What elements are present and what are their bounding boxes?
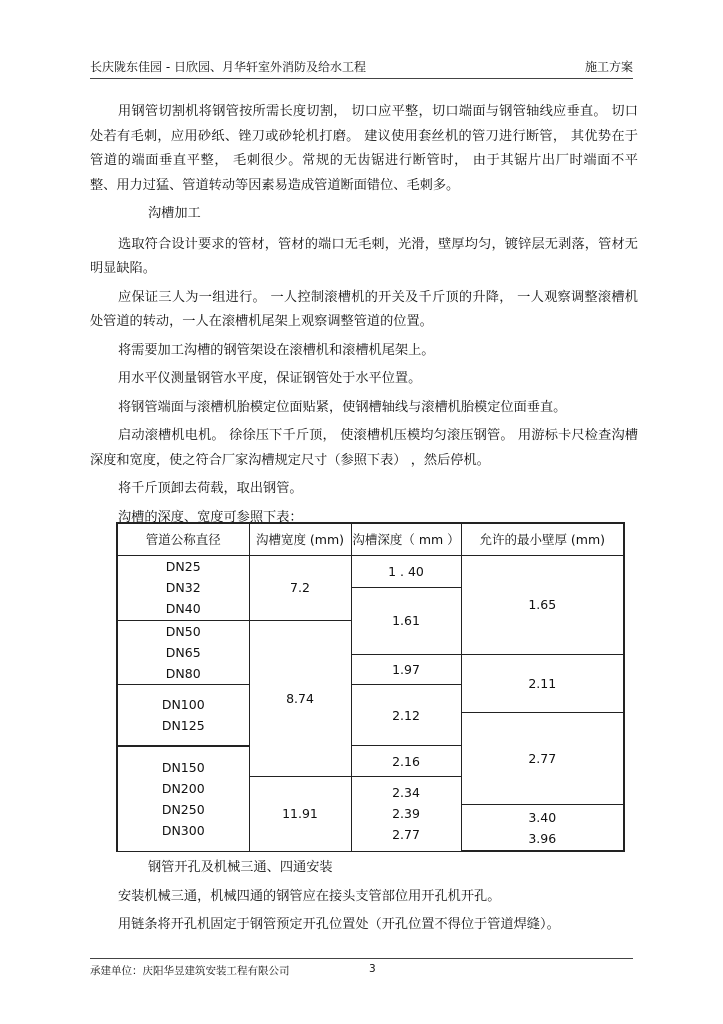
paragraph-unload: 将千斤顶卸去荷载，取出钢管。	[118, 481, 303, 496]
depth-2-16: 2.16	[351, 746, 461, 777]
thickness-3-96: 3.96	[528, 830, 557, 846]
thickness-2-11: 2.11	[461, 654, 624, 712]
depth-2-39: 2.39	[392, 806, 420, 822]
dn-group-25-40	[117, 555, 249, 620]
depth-1-97: 1.97	[351, 654, 461, 684]
depth-1-40: 1 . 40	[351, 555, 461, 587]
body-text-after-table	[90, 856, 638, 942]
depth-2-34: 2.34	[392, 785, 420, 801]
dn-40: DN40	[165, 601, 201, 617]
width-8-74: 8.74	[249, 620, 351, 776]
section-heading-groove: 沟槽加工	[148, 206, 201, 221]
paragraph-material: 选取符合设计要求的管材，管材的端口无毛刺，光滑，壁厚均匀，镀锌层无剥落，管材无明显缺陷。	[90, 236, 638, 276]
dn-150: DN150	[161, 759, 205, 775]
thickness-1-65: 1.65	[461, 555, 624, 654]
dn-group-50-80	[117, 620, 249, 684]
dn-25: DN25	[165, 559, 201, 575]
depth-2-77: 2.77	[392, 827, 420, 843]
header-nominal-diameter: 管道公称直径	[117, 523, 249, 555]
dn-50: DN50	[165, 623, 201, 639]
header-divider	[90, 78, 633, 79]
paragraph-align: 将钢管端面与滚槽机胎模定位面贴紧，使钢槽轴线与滚槽机胎模定位面垂直。	[118, 399, 567, 415]
paragraph-team: 应保证三人为一组进行。 一人控制滚槽机的开关及千斤顶的升降， 一人观察调整滚槽机处管道的转动，一人在滚槽机尾架上观察调整管道的位置。	[90, 289, 638, 329]
page-header	[90, 58, 633, 78]
dn-125: DN125	[161, 717, 205, 733]
paragraph-start: 启动滚槽机电机。 徐徐压下千斤顶， 使滚槽机压模均匀滚压钢管。 用游标卡尺检查沟槽深度和宽度，使之符合厂家沟槽规定尺寸（参照下表） ，然后停机。	[90, 428, 638, 468]
dn-200: DN200	[161, 780, 205, 796]
groove-spec-table	[116, 522, 625, 852]
dn-80: DN80	[165, 665, 201, 681]
depth-2-12: 2.12	[351, 684, 461, 745]
dn-group-150-300	[117, 746, 249, 851]
depth-group-200-300	[351, 777, 461, 851]
thickness-group-250-300	[461, 805, 624, 851]
paragraph-level: 用水平仪测量钢管水平度，保证钢管处于水平位置。	[118, 371, 422, 386]
paragraph-drill-fix: 用链条将开孔机固定于钢管预定开孔位置处（开孔位置不得位于管道焊缝）。	[118, 917, 560, 932]
width-11-91: 11.91	[249, 777, 351, 851]
page-number: 3	[369, 963, 376, 975]
dn-65: DN65	[165, 644, 201, 660]
paragraph-mount: 将需要加工沟槽的钢管架设在滚槽机和滚槽机尾架上。	[118, 342, 435, 358]
width-7-2: 7.2	[249, 555, 351, 620]
header-groove-depth: 沟槽深度（ mm ）	[351, 523, 461, 555]
header-groove-width: 沟槽宽度 (mm)	[249, 523, 351, 555]
dn-300: DN300	[161, 822, 205, 838]
header-min-wall-thickness: 允许的最小壁厚 (mm)	[461, 523, 624, 555]
page-footer	[90, 958, 633, 977]
dn-32: DN32	[165, 580, 201, 596]
body-text	[90, 100, 638, 534]
section-heading-tee: 钢管开孔及机械三通、四通安装	[148, 860, 333, 875]
paragraph-tee-install: 安装机械三通，机械四通的钢管应在接头支管部位用开孔机开孔。	[118, 888, 501, 904]
header-project-title: 长庆陇东佳园 - 日欣园、月华轩室外消防及给水工程	[90, 60, 366, 74]
header-doc-type: 施工方案	[584, 60, 633, 74]
depth-1-61: 1.61	[351, 587, 461, 654]
dn-100: DN100	[161, 696, 205, 712]
table-header-row	[117, 523, 624, 555]
paragraph-cutting: 用钢管切割机将钢管按所需长度切割， 切口应平整，切口端面与钢管轴线应垂直。 切口处若有毛刺，应用砂纸、锉刀或砂轮机打磨。 建议使用套丝机的管刀进行断管， 其优势在于管道的端面垂直平整， 毛刺很少。常规的无齿锯进行断管时， 由于其锯片出厂时端面不平整、用力过猛、管道转动等因素易造成管道断面错位、毛刺多。	[90, 104, 638, 193]
dn-250: DN250	[161, 801, 205, 817]
footer-contractor: 承建单位：庆阳华昱建筑安装工程有限公司	[90, 965, 290, 977]
thickness-3-40: 3.40	[528, 809, 557, 825]
dn-group-100-125	[117, 684, 249, 745]
paragraph-table-intro: 沟槽的深度、宽度可参照下表：	[118, 509, 303, 525]
thickness-2-77: 2.77	[461, 713, 624, 805]
